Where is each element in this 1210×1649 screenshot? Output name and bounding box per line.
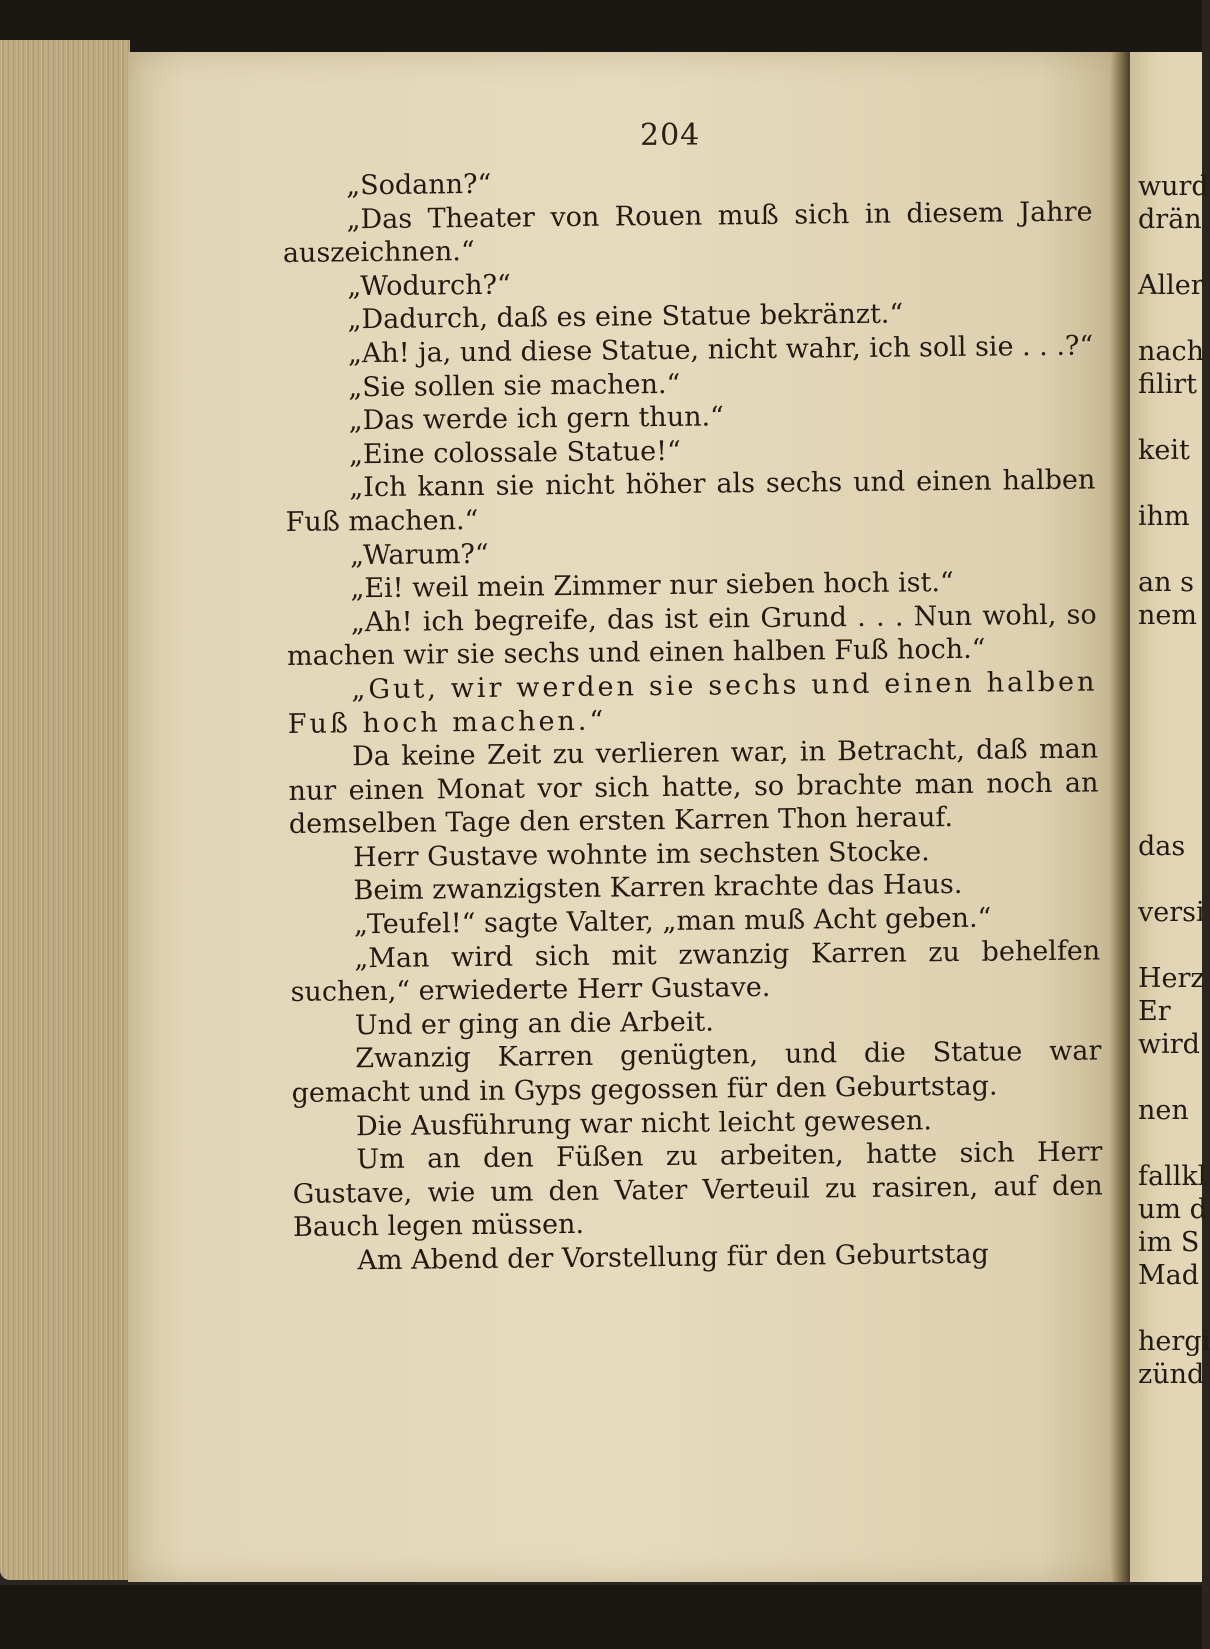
paragraph: „Man wird sich mit zwanzig Karren zu behelfen suchen,“ erwiederte Herr Gustave. <box>290 935 1101 1009</box>
paragraph: „Wodurch?“ <box>347 269 511 303</box>
fragment-line: drän <box>1138 204 1202 235</box>
paragraph: „Dadurch, daß es eine Statue bekränzt.“ <box>347 298 904 336</box>
fragment-line: das <box>1138 831 1186 862</box>
right-page-text-fragments <box>1138 170 1210 1391</box>
fragment-line <box>1138 467 1202 500</box>
fragment-line <box>1138 533 1202 566</box>
paragraph: „Teufel!“ sagte Valter, „man muß Acht geben.“ <box>353 902 992 941</box>
fragment-line: zünd <box>1138 1359 1205 1390</box>
fragment-line: versi <box>1138 897 1205 928</box>
fragment-line: an s <box>1138 567 1194 598</box>
fragment-line: Er <box>1138 996 1171 1027</box>
paragraph: „Das werde ich gern thun.“ <box>348 401 725 437</box>
fragment-line: Mad <box>1138 1260 1200 1291</box>
fragment-line <box>1138 929 1202 962</box>
fragment-line: ihm <box>1138 501 1190 532</box>
paragraph: Beim zwanzigsten Karren krachte das Haus. <box>353 869 963 907</box>
page-number: 204 <box>640 118 701 153</box>
paragraph: „Ich kann sie nicht höher als sechs und einen halben Fuß machen.“ <box>285 464 1096 538</box>
paragraph: „Ah! ich begreife, das ist ein Grund . . . Nun wohl, so machen wir sie sechs und einen halben Fuß hoch.“ <box>286 599 1097 673</box>
paragraph: „Das Theater von Rouen muß sich in diesem Jahre auszeichnen.“ <box>282 196 1093 270</box>
fragment-line <box>1138 797 1202 830</box>
paragraph: Und er ging an die Arbeit. <box>354 1006 715 1042</box>
fragment-line: nen <box>1138 1095 1189 1126</box>
paragraph: „Ei! weil mein Zimmer nur sieben hoch ist.“ <box>350 567 954 605</box>
fragment-line: im S <box>1138 1227 1200 1258</box>
main-text <box>282 162 1104 1279</box>
fragment-line: Aller <box>1138 270 1204 301</box>
fragment-line: nach <box>1138 336 1204 367</box>
fragment-line: nem <box>1138 600 1197 631</box>
fragment-line <box>1138 863 1202 896</box>
fragment-line <box>1138 665 1202 698</box>
paragraph: „Sie sollen sie machen.“ <box>348 368 681 403</box>
fragment-line: wird <box>1138 1029 1200 1060</box>
paragraph: „Warum?“ <box>349 538 489 571</box>
paragraph: „Ah! ja, und diese Statue, nicht wahr, ich soll sie . . .?“ <box>347 330 1094 370</box>
fragment-line: keit <box>1138 435 1190 466</box>
fragment-line <box>1138 731 1202 764</box>
fragment-line: filirt <box>1138 369 1198 400</box>
paragraph: Herr Gustave wohnte im sechsten Stocke. <box>353 836 930 874</box>
fragment-line: um d <box>1138 1194 1207 1225</box>
fragment-line <box>1138 764 1202 797</box>
fragment-line: wurd <box>1138 171 1209 202</box>
fragment-line <box>1138 632 1202 665</box>
paragraph: „Sodann?“ <box>346 168 492 202</box>
paragraph: Am Abend der Vorstellung für den Geburtstag <box>357 1238 989 1277</box>
page-edges <box>0 40 130 1580</box>
fragment-line <box>1138 1292 1202 1325</box>
fragment-line: hergi <box>1138 1326 1210 1357</box>
fragment-line: Herz <box>1138 963 1205 994</box>
fragment-line: fallkl <box>1138 1161 1207 1192</box>
fragment-line <box>1138 236 1202 269</box>
paragraph: „Gut, wir werden sie sechs und einen halben Fuß hoch machen.“ <box>287 666 1098 740</box>
book-gutter <box>1110 52 1132 1582</box>
paragraph: „Eine colossale Statue!“ <box>348 435 682 471</box>
fragment-line <box>1138 1061 1202 1094</box>
paragraph: Die Ausführung war nicht leicht gewesen. <box>355 1104 933 1142</box>
paragraph: Zwanzig Karren genügten, und die Statue war gemacht und in Gyps gegossen für den Geburtstag. <box>291 1035 1102 1109</box>
paragraph: Da keine Zeit zu verlieren war, in Betracht, daß man nur einen Monat vor sich hatte, so brachte man noch an demselben Tage den ersten Karren Thon herauf. <box>288 733 1099 841</box>
paragraph: Um an den Füßen zu arbeiten, hatte sich Herr Gustave, wie um den Vater Verteuil zu rasiren, auf den Bauch legen müssen. <box>292 1136 1103 1244</box>
background-top <box>0 0 1202 60</box>
fragment-line <box>1138 302 1202 335</box>
fragment-line <box>1138 401 1202 434</box>
fragment-line <box>1138 1127 1202 1160</box>
fragment-line <box>1138 698 1202 731</box>
background-bottom <box>0 1585 1202 1649</box>
